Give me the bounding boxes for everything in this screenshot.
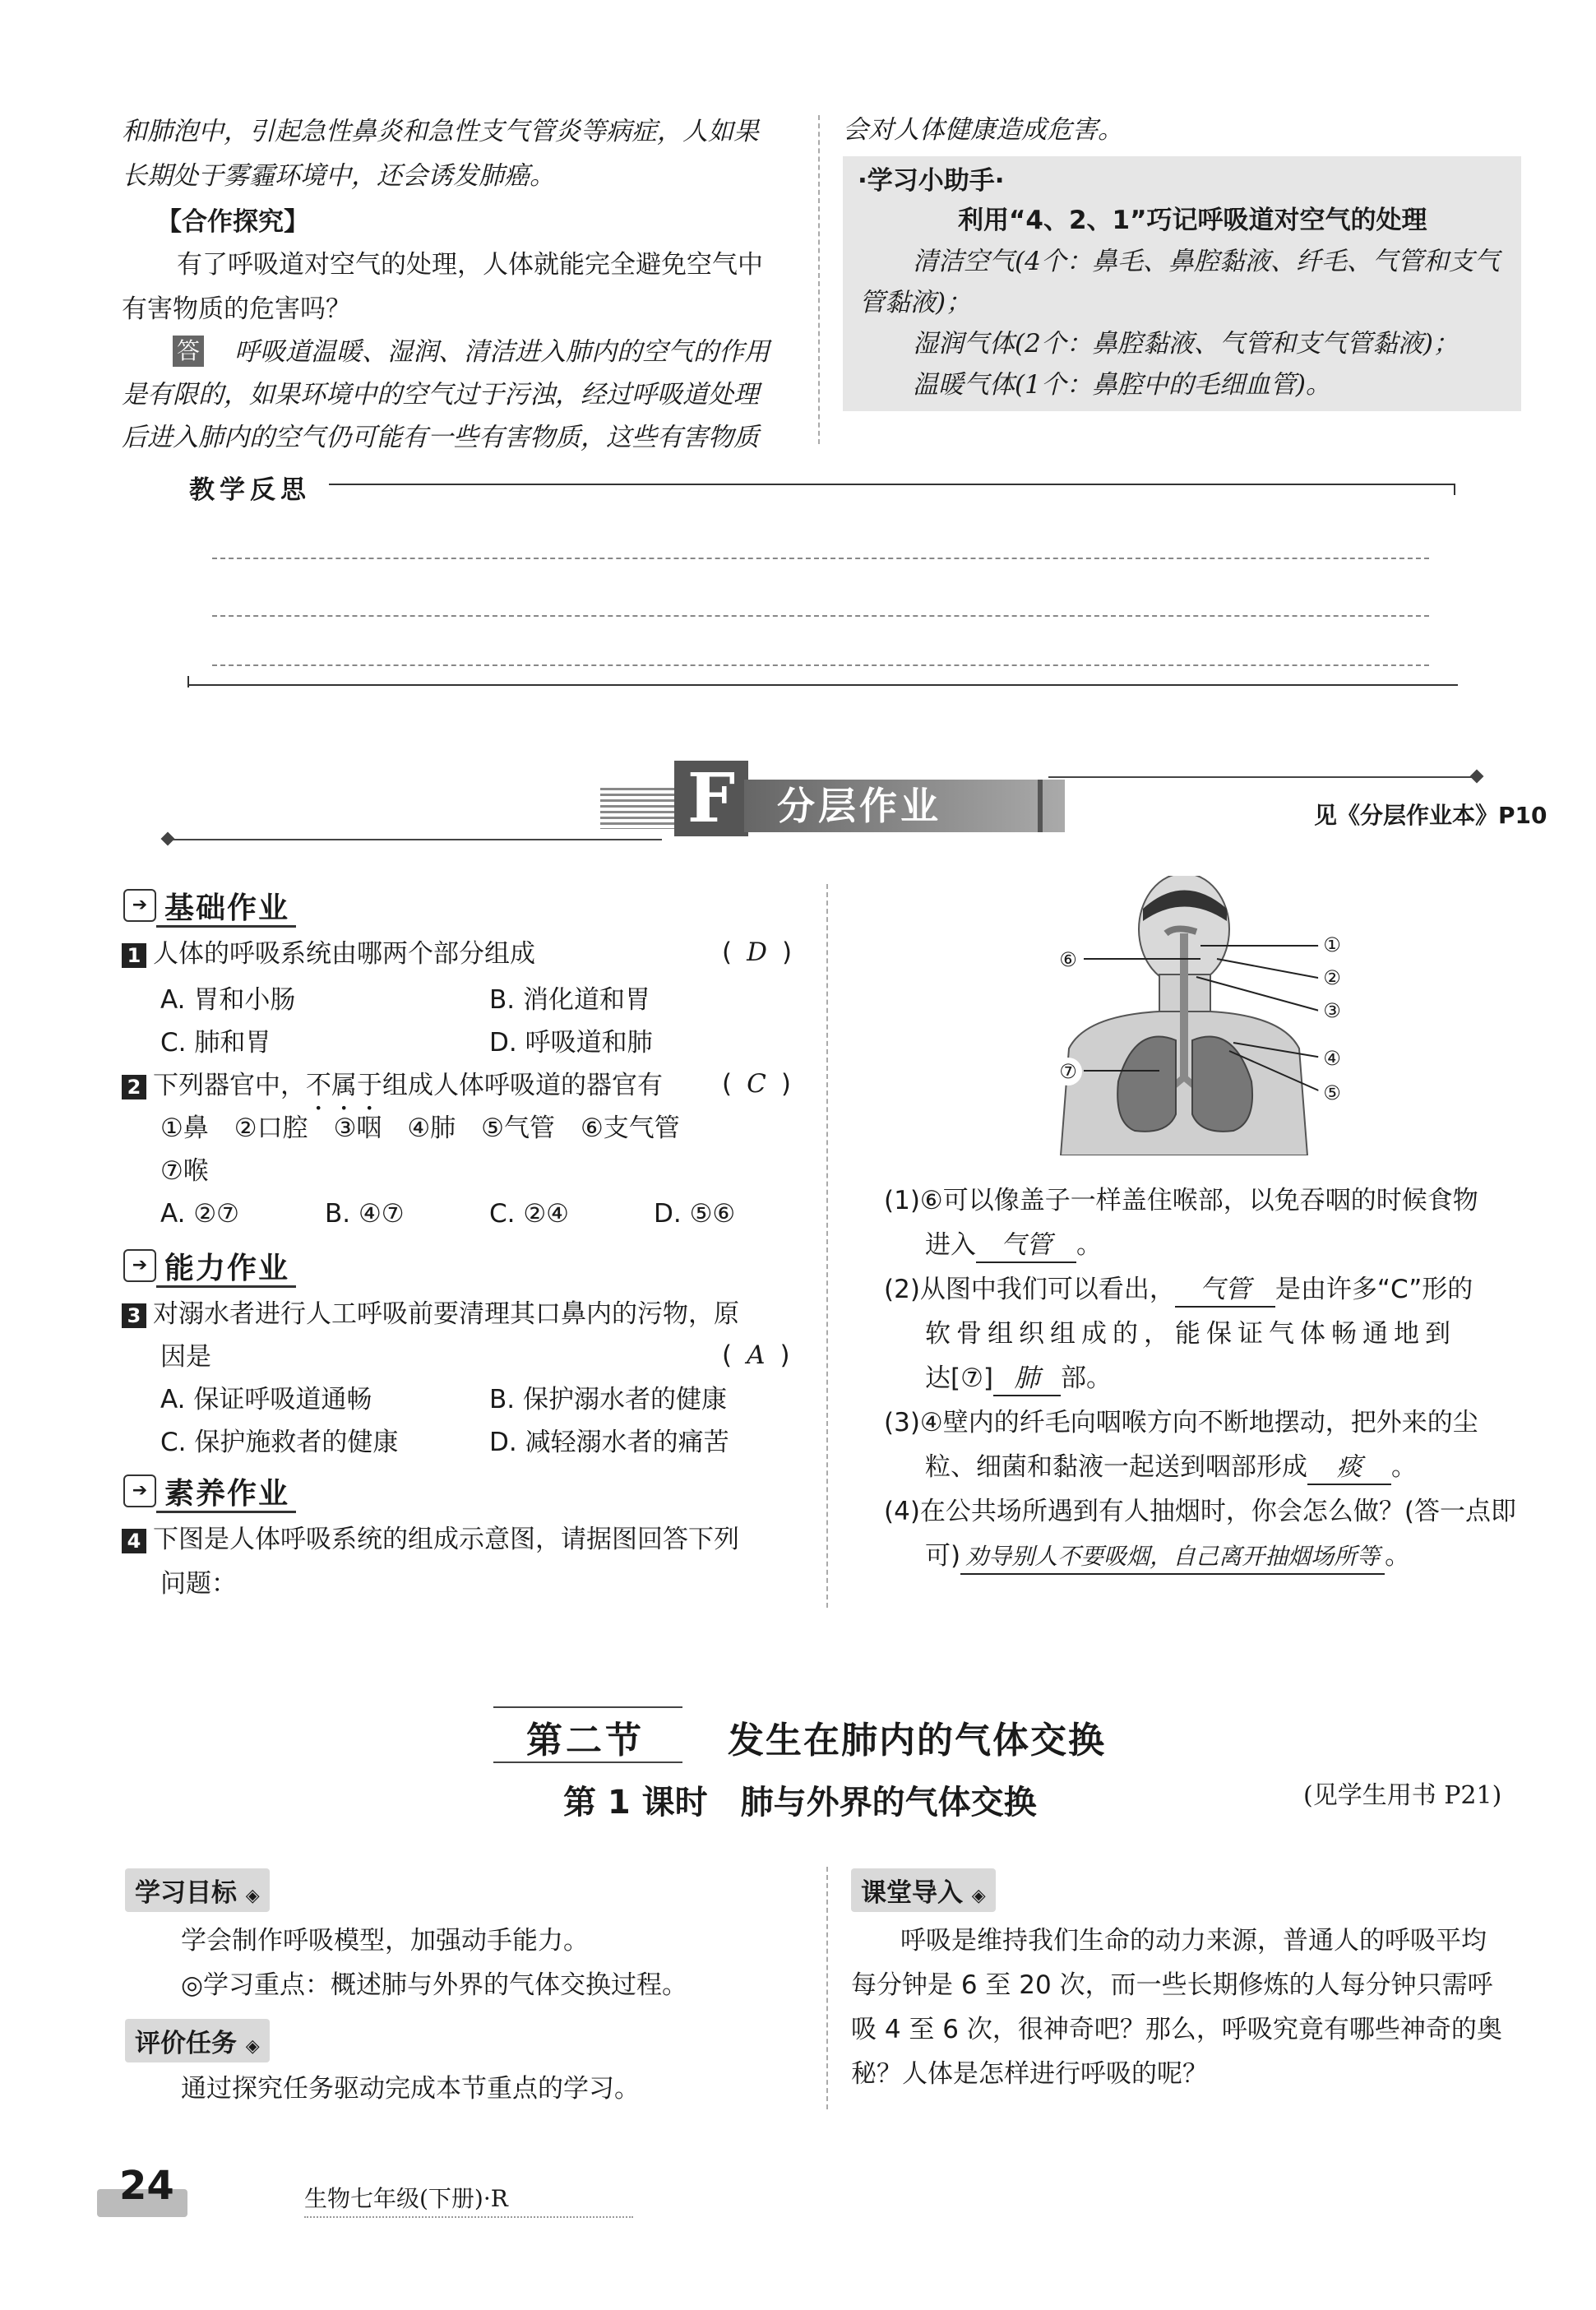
reflection-title: 教学反思	[189, 475, 311, 505]
figure-label-7: ⑦	[1054, 1056, 1082, 1086]
writing-line	[212, 615, 1429, 617]
q2-option: A. ②⑦	[160, 1199, 239, 1229]
text-line: 会对人体健康造成危害。	[843, 115, 1123, 145]
q2-stem: 2 下列器官中，不属于组成人体呼吸道的器官有	[122, 1069, 663, 1116]
q2-option: B. ④⑦	[325, 1199, 405, 1229]
banner-left-diamond	[161, 832, 175, 846]
q4-part2: (2)从图中我们可以看出， 气管 是由许多“C”形的	[884, 1273, 1473, 1308]
text-line: 长期处于雾霾环境中，还会诱发肺癌。	[122, 161, 555, 191]
answer-line: 是有限的，如果环境中的空气过于污浊，经过呼吸道处理	[122, 380, 759, 410]
section-ref: (见学生用书 P21)	[1303, 1781, 1502, 1810]
writing-line	[212, 664, 1429, 666]
task-line: 通过探究任务驱动完成本节重点的学习。	[181, 2074, 640, 2104]
q4-part1-answer: 气管	[976, 1229, 1076, 1263]
q1-option: D. 呼吸道和肺	[489, 1028, 653, 1058]
helper-line: 管黏液)；	[859, 288, 972, 317]
page-number: 24	[119, 2163, 174, 2209]
q1-option: C. 肺和胃	[160, 1028, 271, 1058]
q3-answer: ( A )	[722, 1340, 790, 1370]
q3-stem: 3 对溺水者进行人工呼吸前要清理其口鼻内的污物，原	[122, 1298, 739, 1331]
banner-f-icon: F	[674, 761, 748, 836]
q2-option: C. ②④	[489, 1199, 569, 1229]
banner-left-rule	[169, 839, 662, 840]
column-divider	[818, 115, 820, 444]
q2-option: D. ⑤⑥	[654, 1199, 736, 1229]
q1-answer: ( D )	[722, 937, 793, 967]
banner-right-rule	[1048, 776, 1476, 778]
answer-mark: 答	[173, 336, 204, 367]
writing-line	[212, 558, 1429, 559]
q1-stem: 1 人体的呼吸系统由哪两个部分组成	[122, 937, 535, 970]
column-divider	[826, 884, 828, 1608]
literacy-heading: ➔ 素养作业	[123, 1472, 289, 1510]
q3-option: B. 保护溺水者的健康	[489, 1385, 727, 1414]
intro-line: 每分钟是 6 至 20 次，而一些长期修炼的人每分钟只需呼	[851, 1970, 1493, 2000]
q4-part2-answer2: 肺	[993, 1362, 1061, 1396]
q4-part1: (1)⑥可以像盖子一样盖住喉部，以免吞咽的时候食物	[884, 1186, 1478, 1215]
reflection-bottom-tick	[187, 676, 189, 687]
q4-part2-cont: 软骨组织组成的，能保证气体畅通地到	[925, 1319, 1456, 1349]
q4-part3-answer: 痰	[1307, 1451, 1391, 1485]
reflection-bottom-line	[187, 684, 1458, 686]
q2-items: ⑦喉	[160, 1156, 209, 1186]
arrow-icon: ➔	[123, 889, 156, 922]
arrow-icon: ➔	[123, 1249, 156, 1282]
helper-line: 清洁空气(4个：鼻毛、鼻腔黏液、纤毛、气管和支气	[913, 247, 1500, 276]
q3-stem-cont: 因是	[160, 1342, 211, 1372]
reflection-top-line	[329, 484, 1455, 485]
banner-title: 分层作业	[744, 780, 1065, 832]
helper-title: ·学习小助手·	[858, 166, 1005, 196]
q2-answer: ( C )	[722, 1069, 791, 1099]
lesson-title: 第 1 课时 肺与外界的气体交换	[563, 1784, 1037, 1822]
figure-label-3: ③	[1318, 995, 1346, 1025]
q4-part2-answer: 气管	[1175, 1273, 1275, 1308]
ability-heading: ➔ 能力作业	[123, 1247, 289, 1285]
figure-leader-lines	[1061, 928, 1340, 1125]
footer-rule	[304, 2216, 633, 2218]
coop-title: 【合作探究】	[156, 207, 309, 237]
section-label: 第二节	[526, 1720, 645, 1761]
figure-label-4: ④	[1318, 1043, 1346, 1072]
figure-label-6: ⑥	[1054, 944, 1082, 974]
banner-ref: 见《分层作业本》P10	[1314, 802, 1547, 829]
q4-part2-cont: 达[⑦] 肺 部。	[925, 1362, 1112, 1396]
chevron-icon: ◈	[245, 1886, 260, 1906]
arrow-icon: ➔	[123, 1474, 156, 1507]
q3-option: C. 保护施救者的健康	[160, 1428, 399, 1457]
chevron-icon: ◈	[245, 2036, 260, 2057]
answer-line: 后进入肺内的空气仍可能有一些有害物质，这些有害物质	[122, 423, 759, 452]
intro-tag: 课堂导入 ◈	[851, 1868, 996, 1912]
section-label-rule-bottom	[493, 1761, 682, 1763]
column-divider	[826, 1867, 828, 2109]
banner-stripes	[600, 788, 674, 829]
helper-line: 温暖气体(1个：鼻腔中的毛细血管)。	[913, 370, 1331, 400]
q4-stem-cont: 问题：	[160, 1569, 237, 1599]
intro-line: 秘？人体是怎样进行呼吸的呢？	[851, 2059, 1208, 2089]
q4-part4-answer: 劝导别人不要吸烟，自己离开抽烟场所等	[960, 1540, 1385, 1575]
reflection-top-tick	[1454, 484, 1455, 495]
section-title: 发生在肺内的气体交换	[728, 1720, 1106, 1761]
text-line: 和肺泡中，引起急性鼻炎和急性支气管炎等病症，人如果	[122, 117, 759, 146]
question-line: 有了呼吸道对空气的处理，人体就能完全避免空气中	[177, 250, 763, 280]
chevron-icon: ◈	[971, 1886, 986, 1906]
intro-line: 呼吸是维持我们生命的动力来源，普通人的呼吸平均	[900, 1926, 1487, 1956]
q1-option: A. 胃和小肠	[160, 985, 296, 1015]
answer-line: 呼吸道温暖、湿润、清洁进入肺内的空气的作用	[234, 337, 770, 367]
goals-tag: 学习目标 ◈	[125, 1868, 270, 1912]
section-label-rule-top	[493, 1706, 682, 1708]
q4-part3-cont: 粒、细菌和黏液一起送到咽部形成 痰 。	[925, 1451, 1417, 1485]
q4-part4-cont: 可) 劝导别人不要吸烟，自己离开抽烟场所等 。	[925, 1539, 1410, 1575]
q1-option: B. 消化道和胃	[489, 985, 650, 1015]
q3-option: A. 保证呼吸道通畅	[160, 1385, 372, 1414]
intro-line: 吸 4 至 6 次，很神奇吧？那么，呼吸究竟有哪些神奇的奥	[851, 2015, 1502, 2044]
q4-part3: (3)④壁内的纤毛向咽喉方向不断地摆动，把外来的尘	[884, 1408, 1478, 1437]
goal-line: 学会制作呼吸模型，加强动手能力。	[181, 1926, 589, 1956]
helper-heading: 利用“4、2、1”巧记呼吸道对空气的处理	[958, 206, 1427, 235]
q4-part4: (4)在公共场所遇到有人抽烟时，你会怎么做？(答一点即	[884, 1497, 1517, 1526]
question-line: 有害物质的危害吗？	[122, 294, 351, 324]
goal-line: ◎学习重点：概述肺与外界的气体交换过程。	[181, 1970, 688, 2000]
figure-label-1: ①	[1318, 929, 1346, 959]
q3-option: D. 减轻溺水者的痛苦	[489, 1428, 729, 1457]
book-title: 生物七年级(下册)·R	[304, 2185, 508, 2212]
figure-label-2: ②	[1318, 962, 1346, 992]
task-tag: 评价任务 ◈	[125, 2019, 270, 2062]
basic-heading: ➔ 基础作业	[123, 887, 289, 924]
banner-bar	[1038, 780, 1043, 832]
q4-stem: 4 下图是人体呼吸系统的组成示意图，请据图回答下列	[122, 1523, 739, 1556]
helper-line: 湿润气体(2个：鼻腔黏液、气管和支气管黏液)；	[913, 329, 1459, 359]
banner-right-diamond	[1470, 770, 1484, 784]
helper-box	[843, 156, 1521, 411]
q2-items: ①鼻 ②口腔 ③咽 ④肺 ⑤气管 ⑥支气管	[160, 1113, 680, 1143]
figure-label-5: ⑤	[1318, 1077, 1346, 1107]
q4-part1-cont: 进入 气管 。	[925, 1229, 1102, 1263]
